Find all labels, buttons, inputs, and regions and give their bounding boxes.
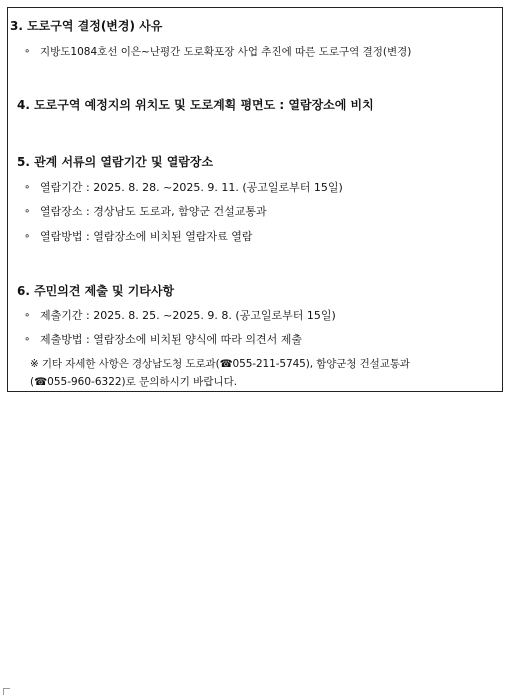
bullet-icon: ∘	[24, 182, 31, 193]
section-6-note-line-1: ※ 기타 자세한 사항은 경상남도청 도로과(☎055-211-5745), 함양군청 건설교통과	[30, 358, 410, 370]
section-5-item-period: 열람기간 : 2025. 8. 28. ~2025. 9. 11. (공고일로부터 15일)	[40, 181, 343, 194]
section-6-item-period: 제출기간 : 2025. 8. 25. ~2025. 9. 8. (공고일로부터 15일)	[40, 309, 336, 322]
section-4-heading: 4. 도로구역 예정지의 위치도 및 도로계획 평면도 : 열람장소에 비치	[17, 98, 374, 112]
section-6-note-line-2: (☎055-960-6322)로 문의하시기 바랍니다.	[30, 376, 238, 388]
section-5-item-place: 열람장소 : 경상남도 도로과, 함양군 건설교통과	[40, 205, 267, 218]
section-6-item-method: 제출방법 : 열람장소에 비치된 양식에 따라 의견서 제출	[40, 333, 302, 346]
section-5-item-method: 열람방법 : 열람장소에 비치된 열람자료 열람	[40, 230, 253, 243]
section-6-heading: 6. 주민의견 제출 및 기타사항	[17, 284, 175, 298]
bullet-icon: ∘	[24, 46, 31, 57]
section-5-heading: 5. 관계 서류의 열람기간 및 열람장소	[17, 155, 214, 169]
bullet-icon: ∘	[24, 231, 31, 242]
section-3-heading: 3. 도로구역 결정(변경) 사유	[10, 19, 163, 33]
section-3-item: 지방도1084호선 이은~난평간 도로확포장 사업 추진에 따른 도로구역 결정(변경)	[40, 46, 412, 58]
bullet-icon: ∘	[24, 310, 31, 321]
page-corner-mark	[3, 688, 10, 695]
bullet-icon: ∘	[24, 206, 31, 217]
bullet-icon: ∘	[24, 334, 31, 345]
